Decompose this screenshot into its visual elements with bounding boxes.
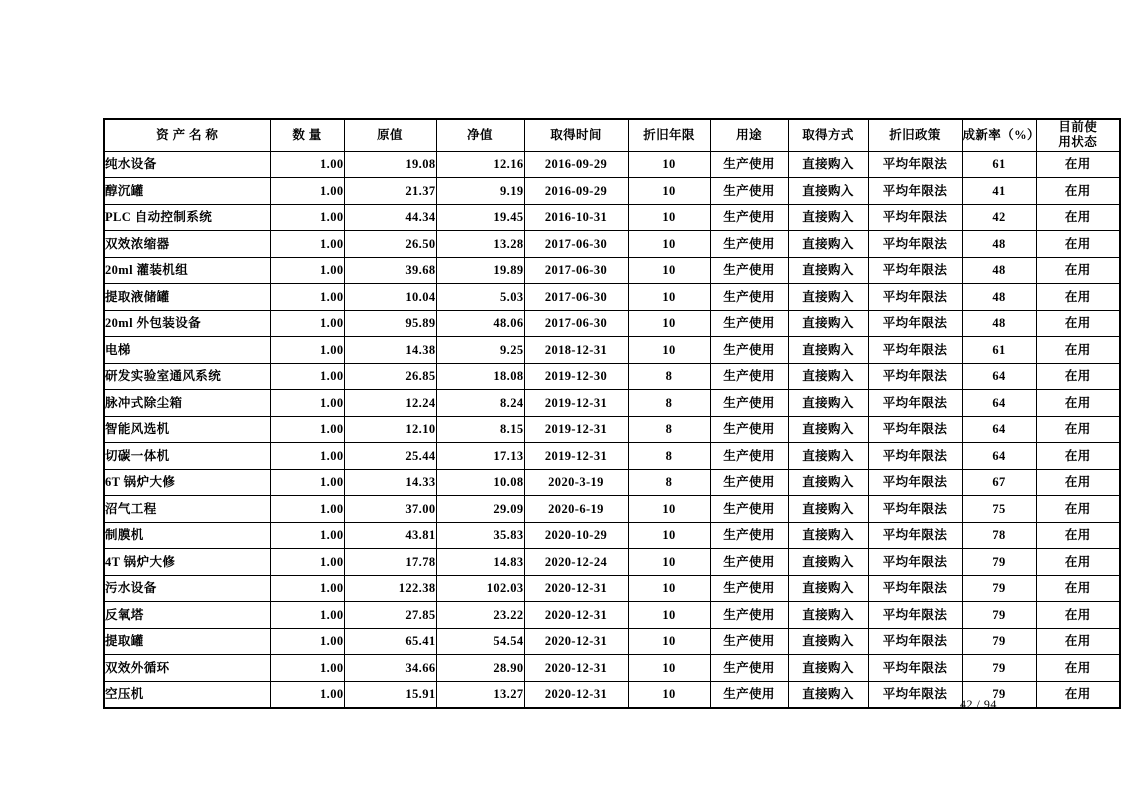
- cell-depreciation-years: 8: [628, 416, 710, 443]
- cell-acquisition-date: 2019-12-31: [524, 443, 628, 470]
- cell-current-status: 在用: [1036, 151, 1120, 178]
- column-header-net-value: 净值: [436, 119, 524, 151]
- cell-quantity: 1.00: [270, 284, 344, 311]
- table-row: [104, 416, 1120, 443]
- cell-depreciation-policy: 平均年限法: [868, 204, 962, 231]
- cell-acquisition-date: 2020-12-31: [524, 655, 628, 682]
- cell-original-value: 65.41: [344, 628, 436, 655]
- table-header-row: [104, 119, 1120, 151]
- cell-net-value: 10.08: [436, 469, 524, 496]
- cell-asset-name: 醇沉罐: [104, 178, 270, 205]
- column-header-current-status: [1036, 119, 1120, 151]
- cell-quantity: 1.00: [270, 549, 344, 576]
- cell-asset-name: 双效浓缩器: [104, 231, 270, 258]
- cell-acquisition-date: 2016-10-31: [524, 204, 628, 231]
- cell-current-status: 在用: [1036, 522, 1120, 549]
- table-row: [104, 204, 1120, 231]
- cell-quantity: 1.00: [270, 628, 344, 655]
- cell-usage: 生产使用: [710, 337, 788, 364]
- cell-original-value: 12.10: [344, 416, 436, 443]
- table-row: [104, 655, 1120, 682]
- table-row: [104, 284, 1120, 311]
- cell-current-status: 在用: [1036, 681, 1120, 708]
- cell-original-value: 14.33: [344, 469, 436, 496]
- cell-original-value: 39.68: [344, 257, 436, 284]
- cell-newness-rate: 41: [962, 178, 1036, 205]
- cell-current-status: 在用: [1036, 284, 1120, 311]
- cell-quantity: 1.00: [270, 416, 344, 443]
- cell-net-value: 19.89: [436, 257, 524, 284]
- table-row: [104, 628, 1120, 655]
- cell-acquisition-method: 直接购入: [788, 284, 868, 311]
- cell-usage: 生产使用: [710, 496, 788, 523]
- cell-current-status: 在用: [1036, 628, 1120, 655]
- table-row: [104, 469, 1120, 496]
- cell-depreciation-policy: 平均年限法: [868, 575, 962, 602]
- cell-asset-name: 提取罐: [104, 628, 270, 655]
- cell-newness-rate: 61: [962, 151, 1036, 178]
- table-row: [104, 310, 1120, 337]
- cell-asset-name: 切碳一体机: [104, 443, 270, 470]
- cell-acquisition-date: 2020-12-31: [524, 575, 628, 602]
- cell-original-value: 122.38: [344, 575, 436, 602]
- cell-depreciation-policy: 平均年限法: [868, 628, 962, 655]
- cell-original-value: 26.50: [344, 231, 436, 258]
- cell-acquisition-date: 2016-09-29: [524, 151, 628, 178]
- cell-current-status: 在用: [1036, 655, 1120, 682]
- cell-usage: 生产使用: [710, 231, 788, 258]
- column-header-acquisition-date: 取得时间: [524, 119, 628, 151]
- table-row: [104, 178, 1120, 205]
- cell-depreciation-policy: 平均年限法: [868, 602, 962, 629]
- cell-acquisition-date: 2020-12-31: [524, 602, 628, 629]
- cell-usage: 生产使用: [710, 443, 788, 470]
- cell-asset-name: 20ml 外包装设备: [104, 310, 270, 337]
- cell-acquisition-method: 直接购入: [788, 363, 868, 390]
- cell-net-value: 8.15: [436, 416, 524, 443]
- page-number: 42 / 94: [960, 697, 997, 711]
- cell-net-value: 54.54: [436, 628, 524, 655]
- cell-original-value: 43.81: [344, 522, 436, 549]
- cell-current-status: 在用: [1036, 575, 1120, 602]
- cell-usage: 生产使用: [710, 602, 788, 629]
- cell-original-value: 19.08: [344, 151, 436, 178]
- cell-asset-name: 纯水设备: [104, 151, 270, 178]
- cell-usage: 生产使用: [710, 522, 788, 549]
- cell-acquisition-date: 2019-12-30: [524, 363, 628, 390]
- cell-acquisition-date: 2020-10-29: [524, 522, 628, 549]
- cell-newness-rate: 79: [962, 655, 1036, 682]
- cell-original-value: 27.85: [344, 602, 436, 629]
- column-header-newness-rate: 成新率（%）: [962, 119, 1036, 151]
- cell-original-value: 95.89: [344, 310, 436, 337]
- cell-depreciation-years: 10: [628, 549, 710, 576]
- cell-acquisition-method: 直接购入: [788, 337, 868, 364]
- cell-quantity: 1.00: [270, 204, 344, 231]
- cell-acquisition-method: 直接购入: [788, 204, 868, 231]
- cell-quantity: 1.00: [270, 575, 344, 602]
- cell-usage: 生产使用: [710, 681, 788, 708]
- cell-usage: 生产使用: [710, 204, 788, 231]
- cell-asset-name: 污水设备: [104, 575, 270, 602]
- cell-depreciation-policy: 平均年限法: [868, 310, 962, 337]
- cell-usage: 生产使用: [710, 363, 788, 390]
- cell-net-value: 13.27: [436, 681, 524, 708]
- table-row: [104, 151, 1120, 178]
- table-row: [104, 390, 1120, 417]
- cell-depreciation-years: 10: [628, 337, 710, 364]
- table-row: [104, 575, 1120, 602]
- asset-table: [103, 118, 1121, 709]
- cell-asset-name: 反氧塔: [104, 602, 270, 629]
- cell-acquisition-method: 直接购入: [788, 178, 868, 205]
- cell-depreciation-years: 10: [628, 575, 710, 602]
- cell-usage: 生产使用: [710, 416, 788, 443]
- cell-depreciation-years: 8: [628, 390, 710, 417]
- cell-newness-rate: 79: [962, 602, 1036, 629]
- cell-quantity: 1.00: [270, 257, 344, 284]
- cell-acquisition-method: 直接购入: [788, 496, 868, 523]
- cell-newness-rate: 48: [962, 310, 1036, 337]
- cell-usage: 生产使用: [710, 575, 788, 602]
- table-row: [104, 363, 1120, 390]
- cell-acquisition-method: 直接购入: [788, 681, 868, 708]
- cell-acquisition-method: 直接购入: [788, 390, 868, 417]
- cell-acquisition-date: 2016-09-29: [524, 178, 628, 205]
- cell-acquisition-date: 2020-6-19: [524, 496, 628, 523]
- cell-quantity: 1.00: [270, 231, 344, 258]
- cell-acquisition-method: 直接购入: [788, 469, 868, 496]
- column-header-quantity: 数 量: [270, 119, 344, 151]
- cell-quantity: 1.00: [270, 178, 344, 205]
- cell-original-value: 10.04: [344, 284, 436, 311]
- cell-current-status: 在用: [1036, 469, 1120, 496]
- cell-newness-rate: 42: [962, 204, 1036, 231]
- cell-asset-name: 制膜机: [104, 522, 270, 549]
- cell-quantity: 1.00: [270, 655, 344, 682]
- cell-asset-name: 脉冲式除尘箱: [104, 390, 270, 417]
- cell-asset-name: 电梯: [104, 337, 270, 364]
- cell-net-value: 9.19: [436, 178, 524, 205]
- cell-usage: 生产使用: [710, 151, 788, 178]
- cell-depreciation-policy: 平均年限法: [868, 681, 962, 708]
- cell-original-value: 14.38: [344, 337, 436, 364]
- cell-newness-rate: 48: [962, 231, 1036, 258]
- cell-depreciation-years: 10: [628, 602, 710, 629]
- cell-net-value: 19.45: [436, 204, 524, 231]
- cell-depreciation-years: 10: [628, 204, 710, 231]
- cell-net-value: 8.24: [436, 390, 524, 417]
- cell-usage: 生产使用: [710, 655, 788, 682]
- cell-asset-name: 4T 锅炉大修: [104, 549, 270, 576]
- cell-depreciation-policy: 平均年限法: [868, 416, 962, 443]
- cell-net-value: 18.08: [436, 363, 524, 390]
- cell-acquisition-method: 直接购入: [788, 655, 868, 682]
- cell-newness-rate: 64: [962, 443, 1036, 470]
- cell-depreciation-policy: 平均年限法: [868, 496, 962, 523]
- cell-depreciation-years: 10: [628, 231, 710, 258]
- cell-depreciation-policy: 平均年限法: [868, 337, 962, 364]
- cell-current-status: 在用: [1036, 310, 1120, 337]
- cell-quantity: 1.00: [270, 363, 344, 390]
- cell-depreciation-policy: 平均年限法: [868, 522, 962, 549]
- cell-acquisition-date: 2020-12-31: [524, 628, 628, 655]
- cell-acquisition-date: 2019-12-31: [524, 390, 628, 417]
- cell-newness-rate: 64: [962, 416, 1036, 443]
- table-header: [104, 119, 1120, 151]
- cell-original-value: 15.91: [344, 681, 436, 708]
- cell-usage: 生产使用: [710, 469, 788, 496]
- cell-depreciation-policy: 平均年限法: [868, 284, 962, 311]
- cell-usage: 生产使用: [710, 628, 788, 655]
- cell-quantity: 1.00: [270, 443, 344, 470]
- column-header-current-status-line1: 目前使: [1058, 120, 1098, 134]
- cell-acquisition-method: 直接购入: [788, 416, 868, 443]
- column-header-original-value: 原值: [344, 119, 436, 151]
- cell-acquisition-method: 直接购入: [788, 231, 868, 258]
- cell-asset-name: PLC 自动控制系统: [104, 204, 270, 231]
- cell-original-value: 25.44: [344, 443, 436, 470]
- cell-acquisition-date: 2020-12-24: [524, 549, 628, 576]
- cell-depreciation-policy: 平均年限法: [868, 363, 962, 390]
- cell-depreciation-policy: 平均年限法: [868, 390, 962, 417]
- cell-quantity: 1.00: [270, 496, 344, 523]
- cell-quantity: 1.00: [270, 522, 344, 549]
- column-header-depreciation-years: 折旧年限: [628, 119, 710, 151]
- table-row: [104, 496, 1120, 523]
- cell-depreciation-years: 10: [628, 310, 710, 337]
- cell-net-value: 28.90: [436, 655, 524, 682]
- cell-depreciation-years: 8: [628, 363, 710, 390]
- cell-net-value: 12.16: [436, 151, 524, 178]
- cell-usage: 生产使用: [710, 257, 788, 284]
- cell-depreciation-years: 10: [628, 681, 710, 708]
- cell-asset-name: 6T 锅炉大修: [104, 469, 270, 496]
- cell-depreciation-years: 8: [628, 443, 710, 470]
- cell-quantity: 1.00: [270, 310, 344, 337]
- cell-acquisition-date: 2017-06-30: [524, 231, 628, 258]
- table-row: [104, 522, 1120, 549]
- cell-current-status: 在用: [1036, 443, 1120, 470]
- cell-net-value: 14.83: [436, 549, 524, 576]
- cell-acquisition-method: 直接购入: [788, 257, 868, 284]
- cell-original-value: 12.24: [344, 390, 436, 417]
- cell-net-value: 48.06: [436, 310, 524, 337]
- table-row: [104, 231, 1120, 258]
- cell-quantity: 1.00: [270, 390, 344, 417]
- cell-depreciation-policy: 平均年限法: [868, 151, 962, 178]
- cell-newness-rate: 79: [962, 628, 1036, 655]
- cell-current-status: 在用: [1036, 416, 1120, 443]
- cell-acquisition-method: 直接购入: [788, 443, 868, 470]
- cell-asset-name: 智能风选机: [104, 416, 270, 443]
- cell-newness-rate: 48: [962, 257, 1036, 284]
- cell-acquisition-method: 直接购入: [788, 575, 868, 602]
- cell-acquisition-method: 直接购入: [788, 549, 868, 576]
- cell-current-status: 在用: [1036, 337, 1120, 364]
- cell-acquisition-method: 直接购入: [788, 522, 868, 549]
- cell-original-value: 34.66: [344, 655, 436, 682]
- table-body: [104, 151, 1120, 708]
- cell-net-value: 35.83: [436, 522, 524, 549]
- cell-newness-rate: 79: [962, 549, 1036, 576]
- cell-net-value: 13.28: [436, 231, 524, 258]
- column-header-depreciation-policy: 折旧政策: [868, 119, 962, 151]
- cell-depreciation-policy: 平均年限法: [868, 178, 962, 205]
- table-row: [104, 337, 1120, 364]
- cell-net-value: 9.25: [436, 337, 524, 364]
- cell-current-status: 在用: [1036, 204, 1120, 231]
- cell-acquisition-date: 2019-12-31: [524, 416, 628, 443]
- table-row: [104, 602, 1120, 629]
- cell-acquisition-method: 直接购入: [788, 628, 868, 655]
- cell-original-value: 17.78: [344, 549, 436, 576]
- cell-net-value: 17.13: [436, 443, 524, 470]
- cell-acquisition-date: 2018-12-31: [524, 337, 628, 364]
- cell-newness-rate: 75: [962, 496, 1036, 523]
- table-row: [104, 257, 1120, 284]
- cell-asset-name: 空压机: [104, 681, 270, 708]
- cell-depreciation-years: 8: [628, 469, 710, 496]
- cell-quantity: 1.00: [270, 469, 344, 496]
- cell-quantity: 1.00: [270, 151, 344, 178]
- cell-original-value: 26.85: [344, 363, 436, 390]
- cell-depreciation-years: 10: [628, 178, 710, 205]
- cell-depreciation-years: 10: [628, 655, 710, 682]
- cell-depreciation-years: 10: [628, 284, 710, 311]
- cell-depreciation-years: 10: [628, 522, 710, 549]
- cell-current-status: 在用: [1036, 178, 1120, 205]
- column-header-asset-name: 资 产 名 称: [104, 119, 270, 151]
- cell-original-value: 44.34: [344, 204, 436, 231]
- cell-newness-rate: 61: [962, 337, 1036, 364]
- cell-original-value: 37.00: [344, 496, 436, 523]
- cell-depreciation-policy: 平均年限法: [868, 655, 962, 682]
- cell-newness-rate: 64: [962, 363, 1036, 390]
- cell-net-value: 23.22: [436, 602, 524, 629]
- cell-acquisition-method: 直接购入: [788, 310, 868, 337]
- column-header-acquisition-method: 取得方式: [788, 119, 868, 151]
- cell-acquisition-method: 直接购入: [788, 151, 868, 178]
- cell-acquisition-method: 直接购入: [788, 602, 868, 629]
- cell-asset-name: 20ml 灌装机组: [104, 257, 270, 284]
- cell-asset-name: 沼气工程: [104, 496, 270, 523]
- cell-newness-rate: 48: [962, 284, 1036, 311]
- column-header-current-status-line2: 用状态: [1058, 135, 1098, 150]
- table-row: [104, 549, 1120, 576]
- cell-current-status: 在用: [1036, 390, 1120, 417]
- column-header-usage: 用途: [710, 119, 788, 151]
- cell-net-value: 102.03: [436, 575, 524, 602]
- cell-usage: 生产使用: [710, 549, 788, 576]
- cell-quantity: 1.00: [270, 337, 344, 364]
- cell-asset-name: 提取液储罐: [104, 284, 270, 311]
- cell-asset-name: 研发实验室通风系统: [104, 363, 270, 390]
- cell-newness-rate: 79: [962, 681, 1036, 708]
- cell-depreciation-years: 10: [628, 496, 710, 523]
- cell-newness-rate: 79: [962, 575, 1036, 602]
- cell-acquisition-date: 2020-12-31: [524, 681, 628, 708]
- cell-depreciation-years: 10: [628, 628, 710, 655]
- cell-current-status: 在用: [1036, 496, 1120, 523]
- cell-depreciation-policy: 平均年限法: [868, 443, 962, 470]
- cell-newness-rate: 67: [962, 469, 1036, 496]
- asset-table-container: [103, 118, 1098, 709]
- cell-depreciation-policy: 平均年限法: [868, 257, 962, 284]
- cell-newness-rate: 64: [962, 390, 1036, 417]
- cell-usage: 生产使用: [710, 390, 788, 417]
- cell-acquisition-date: 2017-06-30: [524, 284, 628, 311]
- cell-usage: 生产使用: [710, 284, 788, 311]
- cell-current-status: 在用: [1036, 231, 1120, 258]
- cell-acquisition-date: 2017-06-30: [524, 310, 628, 337]
- cell-asset-name: 双效外循环: [104, 655, 270, 682]
- cell-depreciation-years: 10: [628, 257, 710, 284]
- cell-acquisition-date: 2020-3-19: [524, 469, 628, 496]
- cell-depreciation-policy: 平均年限法: [868, 549, 962, 576]
- cell-usage: 生产使用: [710, 310, 788, 337]
- cell-current-status: 在用: [1036, 602, 1120, 629]
- cell-depreciation-policy: 平均年限法: [868, 231, 962, 258]
- cell-newness-rate: 78: [962, 522, 1036, 549]
- cell-acquisition-date: 2017-06-30: [524, 257, 628, 284]
- cell-quantity: 1.00: [270, 681, 344, 708]
- cell-usage: 生产使用: [710, 178, 788, 205]
- cell-current-status: 在用: [1036, 363, 1120, 390]
- cell-depreciation-years: 10: [628, 151, 710, 178]
- cell-depreciation-policy: 平均年限法: [868, 469, 962, 496]
- cell-quantity: 1.00: [270, 602, 344, 629]
- table-row: [104, 443, 1120, 470]
- cell-current-status: 在用: [1036, 257, 1120, 284]
- cell-original-value: 21.37: [344, 178, 436, 205]
- cell-net-value: 29.09: [436, 496, 524, 523]
- cell-net-value: 5.03: [436, 284, 524, 311]
- cell-current-status: 在用: [1036, 549, 1120, 576]
